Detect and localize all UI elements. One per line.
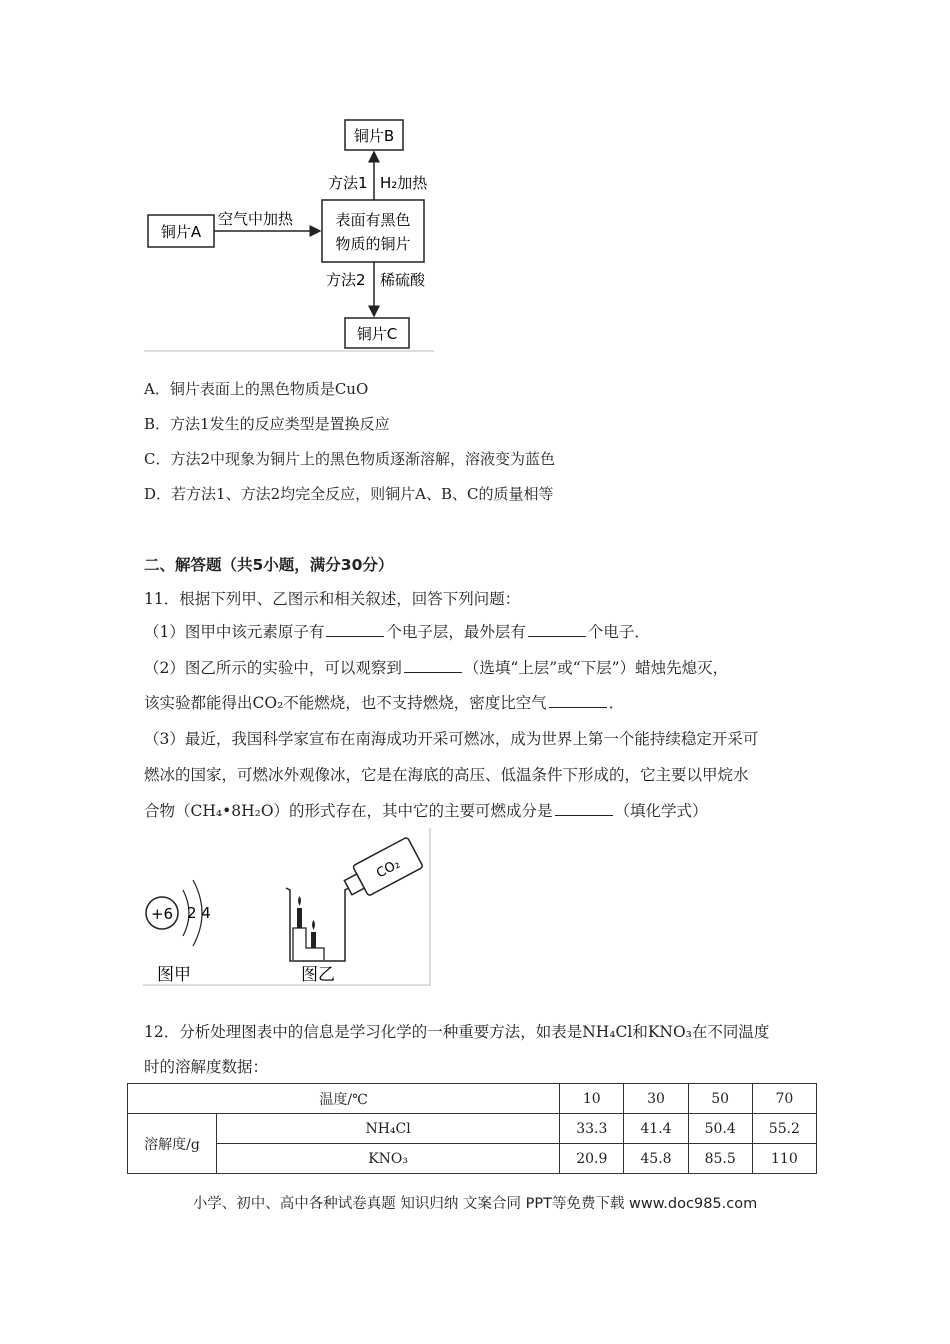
- edge-air-label: 空气中加热: [218, 210, 294, 228]
- q11-part2-cont: [144, 691, 624, 713]
- table-cell: 50.4: [688, 1114, 752, 1144]
- q11-p2-a: （2）图乙所示的实验中，可以观察到: [144, 659, 402, 677]
- shell-counts: 2 4: [187, 904, 211, 922]
- table-row: [128, 1144, 817, 1174]
- table-cell: 110: [752, 1144, 816, 1174]
- q11-part3-l2: 燃冰的国家，可燃冰外观像冰，它是在海底的高压、低温条件下形成的，它主要以甲烷水: [144, 766, 749, 784]
- table-row: [128, 1084, 817, 1114]
- option-d: D．若方法1、方法2均完全反应，则铜片A、B、C的质量相等: [144, 485, 554, 503]
- q11-figures: [143, 828, 433, 988]
- q11-p1-a: （1）图甲中该元素原子有: [144, 623, 325, 641]
- table-cell: 41.4: [624, 1114, 688, 1144]
- table-row-name: KNO₃: [217, 1144, 560, 1174]
- q11-p3-b: （填化学式）: [614, 802, 708, 820]
- table-header-temp: 50: [688, 1084, 752, 1114]
- q11-part2: [144, 656, 728, 678]
- table-header-temp: 30: [624, 1084, 688, 1114]
- table-header-temp: 70: [752, 1084, 816, 1114]
- co2-candle-experiment: [286, 837, 423, 961]
- q11-part3-l3: [144, 799, 708, 821]
- q11-p2-c: 该实验都能得出CO₂不能燃烧，也不支持燃烧，密度比空气: [144, 694, 547, 712]
- option-a: A．铜片表面上的黑色物质是CuO: [144, 380, 369, 398]
- solubility-table: [127, 1083, 817, 1174]
- q12-line1: 12．分析处理图表中的信息是学习化学的一种重要方法，如表是NH₄Cl和KNO₃在不同温度: [144, 1023, 770, 1041]
- acid-label: 稀硫酸: [380, 271, 426, 289]
- method2-label: 方法2: [326, 271, 366, 289]
- node-c-label: 铜片C: [356, 325, 398, 343]
- table-cell: 45.8: [624, 1144, 688, 1174]
- fig-jia-label: 图甲: [157, 965, 191, 985]
- node-a-label: 铜片A: [160, 223, 202, 241]
- q11-p1-b: 个电子层，最外层有: [386, 623, 526, 641]
- table-cell: 33.3: [560, 1114, 624, 1144]
- q11-p2-d: ．: [608, 694, 625, 712]
- bottle-label: CO₂: [374, 856, 403, 882]
- h2-label: H₂加热: [380, 174, 428, 192]
- table-header-label: 温度/℃: [128, 1084, 560, 1114]
- answer-blank[interactable]: [549, 693, 607, 708]
- answer-blank[interactable]: [326, 622, 384, 637]
- q11-p2-b: （选填“上层”或“下层”）蜡烛先熄灭，: [463, 659, 729, 677]
- q11-p1-c: 个电子．: [587, 623, 650, 641]
- answer-blank[interactable]: [404, 658, 462, 673]
- table-row-name: NH₄Cl: [217, 1114, 560, 1144]
- table-cell: 85.5: [688, 1144, 752, 1174]
- nucleus-label: +6: [150, 905, 174, 923]
- q11-stem: 11．根据下列甲、乙图示和相关叙述，回答下列问题：: [144, 590, 521, 608]
- section-title: 二、解答题（共5小题，满分30分）: [144, 556, 394, 574]
- page-footer[interactable]: 小学、初中、高中各种试卷真题 知识归纳 文案合同 PPT等免费下载 www.doc985.com: [192, 1196, 758, 1212]
- node-mid-line2: 物质的铜片: [335, 235, 411, 253]
- table-header-temp: 10: [560, 1084, 624, 1114]
- answer-blank[interactable]: [528, 622, 586, 637]
- table-row-group: 溶解度/g: [128, 1114, 217, 1174]
- node-b-label: 铜片B: [353, 127, 395, 145]
- q11-p3-a: 合物（CH₄•8H₂O）的形式存在，其中它的主要可燃成分是: [144, 802, 553, 820]
- answer-blank[interactable]: [555, 801, 613, 816]
- atom-structure-diagram: [146, 880, 211, 946]
- q12-line2: 时的溶解度数据：: [144, 1058, 269, 1076]
- copper-flow-diagram: [140, 112, 440, 357]
- option-b: B．方法1发生的反应类型是置换反应: [144, 415, 390, 433]
- table-cell: 20.9: [560, 1144, 624, 1174]
- fig-yi-label: 图乙: [301, 965, 335, 985]
- node-mid-line1: 表面有黑色: [335, 211, 411, 229]
- option-c: C．方法2中现象为铜片上的黑色物质逐渐溶解，溶液变为蓝色: [144, 450, 556, 468]
- table-cell: 55.2: [752, 1114, 816, 1144]
- table-row: [128, 1114, 817, 1144]
- method1-label: 方法1: [328, 174, 368, 192]
- q11-part1: [144, 620, 650, 642]
- q11-part3-l1: （3）最近，我国科学家宣布在南海成功开采可燃冰，成为世界上第一个能持续稳定开采可: [144, 730, 759, 748]
